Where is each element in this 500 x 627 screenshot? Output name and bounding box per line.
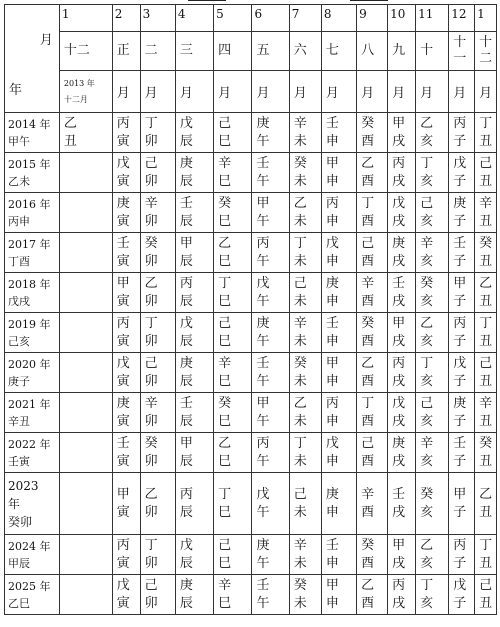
month-number-header: 1 xyxy=(475,5,497,32)
ganzhi-cell: 癸 未 xyxy=(289,153,321,193)
ganzhi-cell: 丙 子 xyxy=(449,313,475,353)
month-suffix-header: 月 xyxy=(357,71,388,113)
ganzhi-cell: 辛 巳 xyxy=(214,353,252,393)
ganzhi-cell: 己 卯 xyxy=(140,153,175,193)
ganzhi-cell: 辛 未 xyxy=(289,535,321,575)
ganzhi-cell xyxy=(59,575,112,615)
ganzhi-cell: 己 未 xyxy=(289,273,321,313)
ganzhi-cell: 壬 辰 xyxy=(175,393,213,433)
month-number-header: 10 xyxy=(388,5,416,32)
month-number-header: 2 xyxy=(112,5,140,32)
ganzhi-cell: 庚 戌 xyxy=(388,233,416,273)
ganzhi-cell xyxy=(59,535,112,575)
ganzhi-cell: 乙 未 xyxy=(289,193,321,233)
ganzhi-cell: 癸 丑 xyxy=(475,233,497,273)
table-row xyxy=(5,433,497,473)
ganzhi-cell xyxy=(59,233,112,273)
month-number-header: 8 xyxy=(321,5,356,32)
ganzhi-cell: 乙 卯 xyxy=(140,273,175,313)
ganzhi-cell: 乙 亥 xyxy=(416,113,449,153)
month-number-header: 11 xyxy=(416,5,449,32)
ganzhi-cell: 壬 戌 xyxy=(388,273,416,313)
lunar-month-header: 十二 xyxy=(59,32,112,71)
ganzhi-cell: 庚 申 xyxy=(321,473,356,535)
ganzhi-cell: 癸 丑 xyxy=(475,433,497,473)
ganzhi-cell: 丙 戌 xyxy=(388,353,416,393)
month-suffix-header: 月 xyxy=(175,71,213,113)
ganzhi-cell: 戊 子 xyxy=(449,353,475,393)
ganzhi-cell: 癸 酉 xyxy=(357,313,388,353)
ganzhi-cell: 甲 辰 xyxy=(175,433,213,473)
ganzhi-cell: 丁 亥 xyxy=(416,153,449,193)
month-suffix-header: 月 xyxy=(321,71,356,113)
ganzhi-cell: 己 丑 xyxy=(475,575,497,615)
top-edge-marks xyxy=(0,0,500,3)
year-cell: 2025 年 乙巳 xyxy=(5,575,60,615)
lunar-month-header: 十 xyxy=(416,32,449,71)
table-row xyxy=(5,233,497,273)
ganzhi-cell: 壬 午 xyxy=(252,353,289,393)
ganzhi-cell: 庚 辰 xyxy=(175,575,213,615)
ganzhi-cell: 癸 亥 xyxy=(416,273,449,313)
year-cell: 2017 年 丁酉 xyxy=(5,233,60,273)
ganzhi-cell: 丁 巳 xyxy=(214,273,252,313)
ganzhi-cell: 甲 申 xyxy=(321,575,356,615)
ganzhi-cell: 己 卯 xyxy=(140,575,175,615)
ganzhi-cell: 乙 未 xyxy=(289,393,321,433)
ganzhi-cell: 壬 申 xyxy=(321,113,356,153)
ganzhi-cell: 癸 亥 xyxy=(416,473,449,535)
ganzhi-cell: 癸 未 xyxy=(289,575,321,615)
ganzhi-cell: 己 亥 xyxy=(416,393,449,433)
ganzhi-calendar-table xyxy=(4,4,497,615)
ganzhi-cell: 乙 酉 xyxy=(357,353,388,393)
year-cell: 2024 年 甲辰 xyxy=(5,535,60,575)
ganzhi-cell: 壬 寅 xyxy=(112,433,140,473)
ganzhi-cell: 丁 亥 xyxy=(416,353,449,393)
month-number-header: 5 xyxy=(214,5,252,32)
year-cell: 2022 年 壬寅 xyxy=(5,433,60,473)
table-row xyxy=(5,353,497,393)
ganzhi-cell: 戊 辰 xyxy=(175,313,213,353)
ganzhi-cell xyxy=(59,313,112,353)
ganzhi-cell: 甲 申 xyxy=(321,153,356,193)
ganzhi-cell: 辛 卯 xyxy=(140,393,175,433)
year-cell: 2021 年 辛丑 xyxy=(5,393,60,433)
ganzhi-cell: 丁 卯 xyxy=(140,313,175,353)
ganzhi-cell: 庚 辰 xyxy=(175,353,213,393)
ganzhi-cell: 甲 申 xyxy=(321,353,356,393)
ganzhi-cell: 庚 子 xyxy=(449,193,475,233)
ganzhi-cell: 戊 寅 xyxy=(112,353,140,393)
ganzhi-cell: 甲 戌 xyxy=(388,313,416,353)
ganzhi-cell: 甲 寅 xyxy=(112,473,140,535)
lunar-month-header: 三 xyxy=(175,32,213,71)
ganzhi-cell: 乙 卯 xyxy=(140,473,175,535)
ganzhi-cell: 丙 辰 xyxy=(175,273,213,313)
ganzhi-cell: 庚 寅 xyxy=(112,393,140,433)
ganzhi-cell: 戊 戌 xyxy=(388,193,416,233)
ganzhi-cell: 乙 丑 xyxy=(59,113,112,153)
ganzhi-cell: 丁 未 xyxy=(289,433,321,473)
ganzhi-cell: 壬 子 xyxy=(449,233,475,273)
ganzhi-cell: 甲 午 xyxy=(252,393,289,433)
ganzhi-cell: 戊 午 xyxy=(252,273,289,313)
ganzhi-cell: 壬 子 xyxy=(449,433,475,473)
month-suffix-header: 月 xyxy=(289,71,321,113)
ganzhi-cell: 戊 申 xyxy=(321,433,356,473)
month-axis-label: 月 xyxy=(39,33,53,48)
ganzhi-cell: 己 亥 xyxy=(416,193,449,233)
lunar-month-header: 二 xyxy=(140,32,175,71)
lunar-month-header: 十 一 xyxy=(449,32,475,71)
ganzhi-cell: 乙 亥 xyxy=(416,535,449,575)
lunar-month-header: 四 xyxy=(214,32,252,71)
ganzhi-cell: 丙 申 xyxy=(321,393,356,433)
ganzhi-cell: 庚 申 xyxy=(321,273,356,313)
table-row xyxy=(5,193,497,233)
month-number-header: 1 xyxy=(59,5,112,32)
ganzhi-cell: 戊 寅 xyxy=(112,575,140,615)
table-row xyxy=(5,153,497,193)
year-cell: 2016 年 丙申 xyxy=(5,193,60,233)
table-corner-header xyxy=(5,5,60,113)
ganzhi-cell: 甲 子 xyxy=(449,273,475,313)
ganzhi-cell: 壬 申 xyxy=(321,313,356,353)
ganzhi-cell: 丁 亥 xyxy=(416,575,449,615)
ganzhi-cell: 己 卯 xyxy=(140,353,175,393)
ganzhi-cell: 辛 亥 xyxy=(416,233,449,273)
ganzhi-cell: 辛 丑 xyxy=(475,193,497,233)
ganzhi-cell: 乙 亥 xyxy=(416,313,449,353)
ganzhi-cell: 己 巳 xyxy=(214,535,252,575)
table-row xyxy=(5,313,497,353)
ganzhi-cell: 丁 卯 xyxy=(140,113,175,153)
ganzhi-cell xyxy=(59,473,112,535)
ganzhi-cell: 壬 戌 xyxy=(388,473,416,535)
ganzhi-cell: 乙 丑 xyxy=(475,273,497,313)
ganzhi-cell: 乙 酉 xyxy=(357,575,388,615)
ganzhi-cell: 壬 申 xyxy=(321,535,356,575)
ganzhi-cell: 甲 戌 xyxy=(388,535,416,575)
ganzhi-cell: 乙 酉 xyxy=(357,153,388,193)
month-number-header: 12 xyxy=(449,5,475,32)
ganzhi-cell: 戊 辰 xyxy=(175,535,213,575)
ganzhi-cell: 癸 卯 xyxy=(140,233,175,273)
ganzhi-cell: 丙 戌 xyxy=(388,575,416,615)
lunar-month-header: 七 xyxy=(321,32,356,71)
ganzhi-cell: 丁 未 xyxy=(289,233,321,273)
ganzhi-cell: 壬 午 xyxy=(252,575,289,615)
ganzhi-cell: 戊 申 xyxy=(321,233,356,273)
table-row xyxy=(5,575,497,615)
lunar-month-header: 五 xyxy=(252,32,289,71)
ganzhi-cell: 辛 酉 xyxy=(357,473,388,535)
ganzhi-cell: 丁 丑 xyxy=(475,535,497,575)
month-number-header: 4 xyxy=(175,5,213,32)
ganzhi-cell: 戊 寅 xyxy=(112,153,140,193)
table-row xyxy=(5,273,497,313)
ganzhi-cell: 甲 子 xyxy=(449,473,475,535)
table-row xyxy=(5,535,497,575)
ganzhi-cell: 己 巳 xyxy=(214,313,252,353)
year-cell: 2015 年 乙未 xyxy=(5,153,60,193)
ganzhi-cell: 丙 午 xyxy=(252,233,289,273)
ganzhi-cell: 辛 酉 xyxy=(357,273,388,313)
year-cell: 2014 年 甲午 xyxy=(5,113,60,153)
ganzhi-cell xyxy=(59,193,112,233)
lunar-month-header: 六 xyxy=(289,32,321,71)
ganzhi-cell xyxy=(59,153,112,193)
table-row xyxy=(5,113,497,153)
ganzhi-cell: 丙 申 xyxy=(321,193,356,233)
month-suffix-header: 月 xyxy=(416,71,449,113)
year-cell: 2023 年 癸卯 xyxy=(5,473,60,535)
table-row xyxy=(5,393,497,433)
month-number-header: 9 xyxy=(357,5,388,32)
month-suffix-header: 月 xyxy=(449,71,475,113)
ganzhi-cell: 庚 戌 xyxy=(388,433,416,473)
lunar-month-header: 正 xyxy=(112,32,140,71)
ganzhi-cell: 甲 戌 xyxy=(388,113,416,153)
ganzhi-cell: 辛 未 xyxy=(289,313,321,353)
ganzhi-cell: 庚 辰 xyxy=(175,153,213,193)
ganzhi-cell: 丁 丑 xyxy=(475,113,497,153)
ganzhi-cell: 庚 子 xyxy=(449,393,475,433)
ganzhi-cell: 戊 子 xyxy=(449,153,475,193)
ganzhi-cell: 辛 巳 xyxy=(214,575,252,615)
ganzhi-cell: 癸 卯 xyxy=(140,433,175,473)
ganzhi-cell: 戊 午 xyxy=(252,473,289,535)
ganzhi-cell: 己 丑 xyxy=(475,353,497,393)
ganzhi-cell: 己 丑 xyxy=(475,153,497,193)
year-cell: 2019 年 己亥 xyxy=(5,313,60,353)
month-suffix-header: 月 xyxy=(112,71,140,113)
ganzhi-cell: 癸 酉 xyxy=(357,113,388,153)
ganzhi-cell: 戊 子 xyxy=(449,575,475,615)
ganzhi-cell: 辛 丑 xyxy=(475,393,497,433)
ganzhi-cell: 癸 未 xyxy=(289,353,321,393)
table-row xyxy=(5,473,497,535)
ganzhi-cell: 丙 寅 xyxy=(112,313,140,353)
ganzhi-cell: 丁 酉 xyxy=(357,193,388,233)
ganzhi-cell: 庚 午 xyxy=(252,113,289,153)
ganzhi-cell xyxy=(59,353,112,393)
ganzhi-cell: 壬 午 xyxy=(252,153,289,193)
ganzhi-cell: 壬 辰 xyxy=(175,193,213,233)
ganzhi-cell: 辛 巳 xyxy=(214,153,252,193)
ganzhi-cell: 辛 卯 xyxy=(140,193,175,233)
ganzhi-cell: 丁 酉 xyxy=(357,393,388,433)
ganzhi-cell: 癸 巳 xyxy=(214,193,252,233)
year-axis-label: 年 xyxy=(9,83,23,98)
month-suffix-header: 月 xyxy=(475,71,497,113)
month-number-header: 7 xyxy=(289,5,321,32)
ganzhi-cell: 庚 午 xyxy=(252,535,289,575)
month-number-header: 6 xyxy=(252,5,289,32)
ganzhi-cell: 辛 未 xyxy=(289,113,321,153)
ganzhi-cell: 丁 卯 xyxy=(140,535,175,575)
month-number-header: 3 xyxy=(140,5,175,32)
ganzhi-cell: 壬 寅 xyxy=(112,233,140,273)
ganzhi-cell: 丙 子 xyxy=(449,113,475,153)
ganzhi-cell xyxy=(59,433,112,473)
ganzhi-cell: 癸 酉 xyxy=(357,535,388,575)
ganzhi-cell: 辛 亥 xyxy=(416,433,449,473)
ganzhi-cell: 癸 巳 xyxy=(214,393,252,433)
ganzhi-cell: 己 酉 xyxy=(357,433,388,473)
ganzhi-cell: 戊 戌 xyxy=(388,393,416,433)
ganzhi-cell xyxy=(59,273,112,313)
ganzhi-cell: 甲 寅 xyxy=(112,273,140,313)
month-suffix-header: 月 xyxy=(388,71,416,113)
ganzhi-cell: 甲 午 xyxy=(252,193,289,233)
ganzhi-cell: 丙 寅 xyxy=(112,113,140,153)
ganzhi-cell: 甲 辰 xyxy=(175,233,213,273)
ganzhi-cell: 己 巳 xyxy=(214,113,252,153)
ganzhi-cell: 乙 巳 xyxy=(214,233,252,273)
ganzhi-cell: 丙 戌 xyxy=(388,153,416,193)
year-cell: 2020 年 庚子 xyxy=(5,353,60,393)
year-cell: 2018 年 戊戌 xyxy=(5,273,60,313)
month-suffix-header: 月 xyxy=(214,71,252,113)
ganzhi-cell: 丙 寅 xyxy=(112,535,140,575)
lunar-month-header: 八 xyxy=(357,32,388,71)
lunar-month-header: 九 xyxy=(388,32,416,71)
month-suffix-header: 月 xyxy=(140,71,175,113)
ganzhi-cell: 戊 辰 xyxy=(175,113,213,153)
ganzhi-cell: 丁 丑 xyxy=(475,313,497,353)
ganzhi-cell: 庚 午 xyxy=(252,313,289,353)
lunar-month-header: 十 二 xyxy=(475,32,497,71)
ganzhi-cell: 己 酉 xyxy=(357,233,388,273)
ganzhi-cell: 丁 巳 xyxy=(214,473,252,535)
ganzhi-cell: 乙 巳 xyxy=(214,433,252,473)
ganzhi-cell: 乙 丑 xyxy=(475,473,497,535)
ganzhi-cell xyxy=(59,393,112,433)
ganzhi-cell: 庚 寅 xyxy=(112,193,140,233)
ganzhi-cell: 丙 辰 xyxy=(175,473,213,535)
ganzhi-cell: 丙 午 xyxy=(252,433,289,473)
month-suffix-header: 月 xyxy=(252,71,289,113)
ganzhi-cell: 己 未 xyxy=(289,473,321,535)
month-suffix-header: 2013 年 十二月 xyxy=(59,71,112,113)
ganzhi-cell: 丙 子 xyxy=(449,535,475,575)
